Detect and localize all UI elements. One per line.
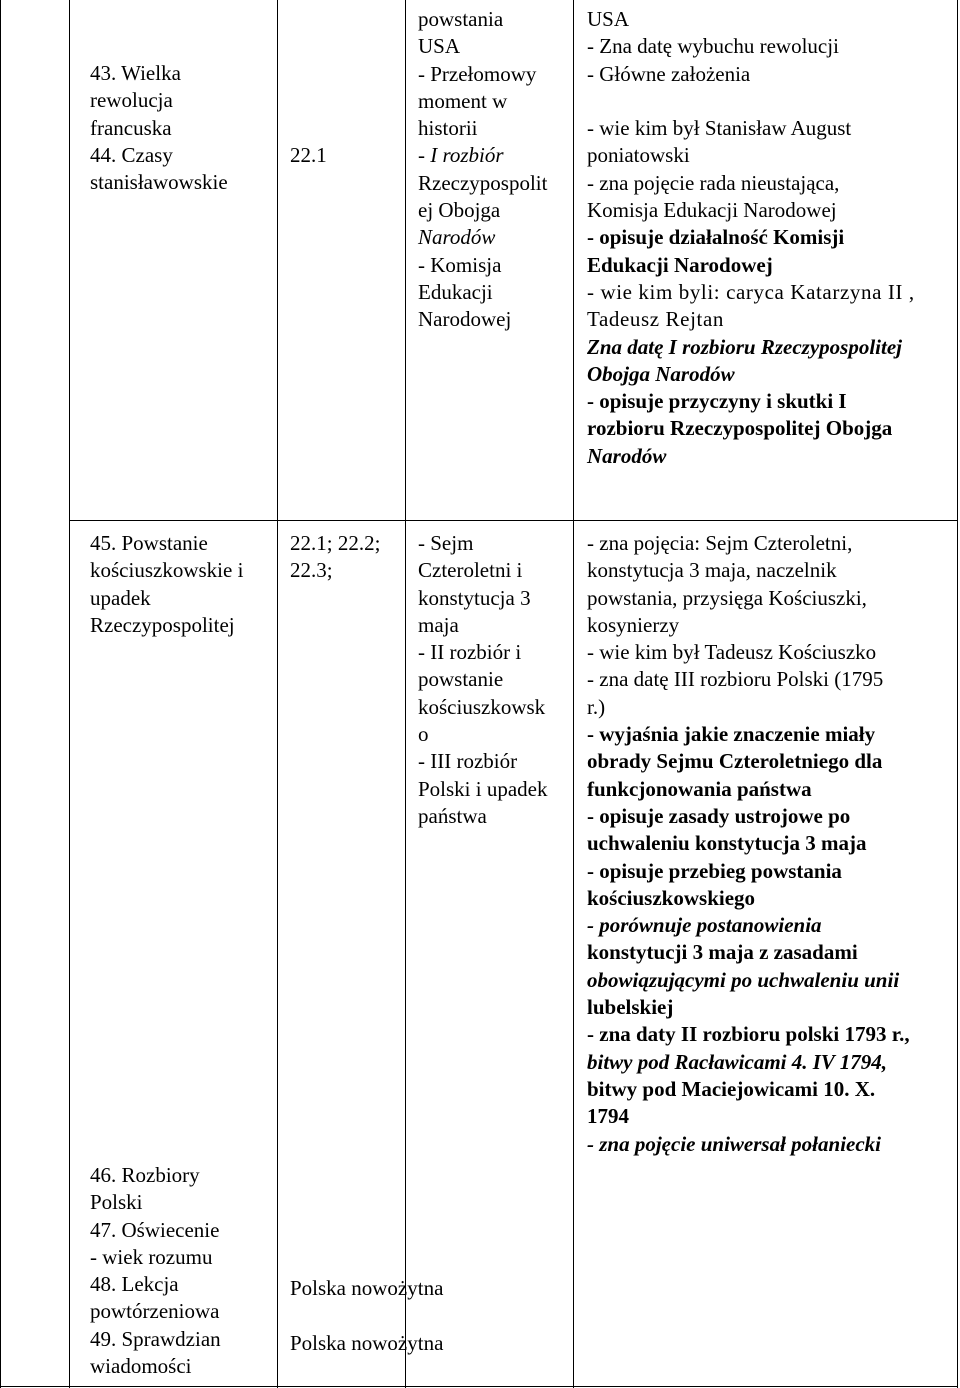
text-line: Polski i upadek — [418, 776, 548, 801]
text-line: poniatowski — [587, 143, 690, 168]
text-line: powstania, przysięga Kościuszki, — [587, 585, 867, 610]
text-line: - zna daty II rozbioru polski 1793 r., — [587, 1022, 910, 1047]
text-line: powstanie — [418, 667, 504, 692]
text-line: lubelskiej — [587, 995, 674, 1020]
row1-refs — [290, 142, 327, 169]
topic-line: 46. Rozbiory — [90, 1163, 200, 1187]
text-line: - opisuje działalność Komisji — [587, 225, 845, 250]
row1-content — [418, 6, 570, 334]
text-line: - wie kim był Stanisław August — [587, 116, 852, 141]
text-line: Rzeczypospolit — [418, 170, 548, 195]
text-line: funkcjonowania państwa — [587, 776, 812, 801]
text-line: Obojga Narodów — [587, 361, 735, 386]
topic-line: wiadomości — [90, 1354, 192, 1379]
text-line: - zna pojęcie uniwersał połaniecki — [587, 1131, 881, 1156]
text-line: bitwy pod Racławicami 4. IV 1794, — [587, 1049, 888, 1074]
text-line: Zna datę I rozbioru Rzeczypospolitej — [587, 334, 903, 359]
text-line: Narodowej — [418, 307, 512, 332]
text-line: kościuszkowsk — [418, 694, 546, 719]
text-line: państwa — [418, 803, 487, 828]
topic-line: upadek — [90, 585, 151, 610]
text-line: uchwaleniu konstytucja 3 maja — [587, 831, 867, 856]
text-line: - zna datę III rozbioru Polski (1795 — [587, 667, 884, 692]
text-line: ej Obojga — [418, 198, 501, 223]
text-line: - I rozbiór — [418, 143, 504, 168]
topic-line: 47. Oświecenie — [90, 1217, 220, 1242]
footer-ref-1: Polska nowożytna — [290, 1276, 444, 1300]
topic-line: 45. Powstanie — [90, 531, 208, 555]
text-line: konstytucji 3 maja z zasadami — [587, 940, 858, 965]
row2-refs — [290, 530, 380, 585]
topic-line: - wiek rozumu — [90, 1244, 213, 1269]
column-divider-2 — [405, 0, 406, 1388]
text-line: - porównuje postanowienia — [587, 913, 822, 938]
ref-line: 22.1 — [290, 143, 327, 167]
footer-ref-2: Polska nowożytna — [290, 1331, 444, 1355]
text-line: - zna pojęcie rada nieustająca, — [587, 170, 840, 195]
row2-requirements — [587, 530, 955, 1158]
table-border-left — [0, 0, 1, 1388]
text-line: - zna pojęcia: Sejm Czteroletni, — [587, 531, 853, 555]
topic-line: 43. Wielka — [90, 61, 181, 85]
text-line: - wyjaśnia jakie znaczenie miały — [587, 722, 876, 747]
text-line: Narodów — [418, 225, 496, 250]
text-line: o — [418, 722, 429, 747]
text-line: r.) — [587, 694, 606, 719]
text-line: - Przełomowy — [418, 61, 537, 86]
text-line: - wie kim był Tadeusz Kościuszko — [587, 640, 877, 665]
text-line: kościuszkowskiego — [587, 885, 756, 910]
table-border-bottom — [0, 1386, 958, 1387]
lower-topics — [90, 1162, 270, 1380]
text-line: 1794 — [587, 1104, 629, 1129]
topic-line: francuska — [90, 115, 172, 140]
text-line: - Komisja — [418, 252, 502, 277]
row2-topics — [90, 530, 270, 639]
topic-line: 44. Czasy — [90, 142, 173, 167]
text-line: Czteroletni i — [418, 558, 523, 583]
text-line: bitwy pod Maciejowicami 10. X. — [587, 1076, 876, 1101]
column-divider-1 — [277, 0, 278, 1388]
text-line: Edukacji — [418, 279, 493, 304]
row-divider — [69, 520, 958, 521]
text-line: kosynierzy — [587, 612, 680, 637]
text-line: rozbioru Rzeczypospolitej Obojga — [587, 416, 893, 441]
topic-line: 48. Lekcja — [90, 1272, 179, 1297]
topic-line: stanisławowskie — [90, 170, 228, 195]
text-line: - opisuje przebieg powstania — [587, 858, 842, 883]
text-line: maja — [418, 612, 459, 637]
text-line: Komisja Edukacji Narodowej — [587, 198, 837, 223]
text-line: obowiązującymi po uchwaleniu unii — [587, 967, 900, 992]
row2-content — [418, 530, 570, 830]
text-line: - Główne założenia — [587, 61, 751, 86]
text-line: Tadeusz Rejtan — [587, 307, 724, 332]
text-line: powstania — [418, 7, 504, 31]
table-border-inner-left — [69, 0, 70, 1388]
table-border-right — [957, 0, 958, 1388]
text-line: - Zna datę wybuchu rewolucji — [587, 34, 839, 59]
topic-line: powtórzeniowa — [90, 1299, 220, 1324]
text-line: konstytucja 3 maja, naczelnik — [587, 558, 837, 583]
ref-line: 22.3; — [290, 558, 333, 583]
text-line: moment w — [418, 88, 508, 113]
text-line: obrady Sejmu Czteroletniego dla — [587, 749, 883, 774]
ref-line: 22.1; 22.2; — [290, 531, 381, 555]
row1-requirements — [587, 6, 955, 470]
topic-line: 49. Sprawdzian — [90, 1326, 221, 1351]
text-line: USA — [587, 7, 630, 31]
text-line: - opisuje zasady ustrojowe po — [587, 803, 851, 828]
topic-line: Rzeczypospolitej — [90, 612, 235, 637]
topic-line: kościuszkowskie i — [90, 558, 244, 583]
text-line: - III rozbiór — [418, 749, 518, 774]
column-divider-3 — [573, 0, 574, 1388]
topic-line: Polski — [90, 1190, 143, 1215]
text-line: Narodów — [587, 443, 667, 468]
text-line: - II rozbiór i — [418, 640, 522, 665]
text-line: USA — [418, 34, 461, 59]
text-line: - opisuje przyczyny i skutki I — [587, 389, 847, 414]
topic-line: rewolucja — [90, 88, 173, 113]
text-line: - wie kim byli: caryca Katarzyna II , — [587, 279, 915, 304]
text-line: Edukacji Narodowej — [587, 252, 773, 277]
text-line: historii — [418, 116, 478, 141]
text-line: konstytucja 3 — [418, 585, 531, 610]
text-line: - Sejm — [418, 531, 474, 555]
row1-topics — [90, 60, 270, 196]
text-line — [587, 88, 955, 115]
